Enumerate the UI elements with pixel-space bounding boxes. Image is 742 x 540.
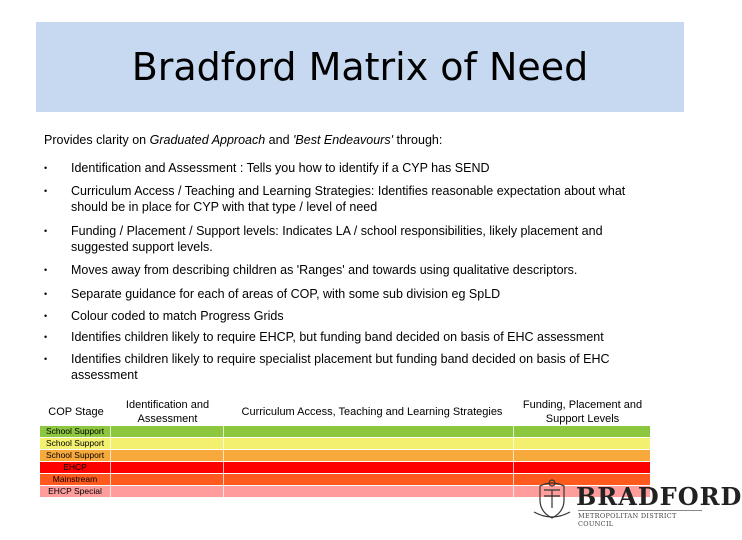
matrix-row xyxy=(40,450,650,461)
bullet-icon: • xyxy=(44,226,48,236)
matrix-row xyxy=(40,438,650,449)
bradford-logo xyxy=(532,478,742,528)
divider xyxy=(513,486,514,497)
intro-text xyxy=(44,132,684,148)
row-label: Mainstream xyxy=(52,474,98,484)
bullet-icon: • xyxy=(44,354,48,364)
bullet-icon: • xyxy=(44,186,48,196)
divider xyxy=(223,462,224,473)
divider xyxy=(110,450,111,461)
intro-suffix: through: xyxy=(393,133,443,147)
divider xyxy=(513,462,514,473)
divider xyxy=(223,474,224,485)
page-title: Bradford Matrix of Need xyxy=(131,45,589,89)
intro-italic-2: 'Best Endeavours' xyxy=(293,133,393,147)
divider xyxy=(110,462,111,473)
matrix-row xyxy=(40,462,650,473)
divider xyxy=(110,438,111,449)
logo-name: BRADFORD xyxy=(576,482,742,511)
row-label: School Support xyxy=(45,438,105,448)
divider xyxy=(110,474,111,485)
divider xyxy=(513,474,514,485)
row-fill xyxy=(40,426,650,437)
row-label: EHCP xyxy=(63,462,87,472)
row-fill xyxy=(40,450,650,461)
divider xyxy=(513,438,514,449)
bullet-icon: • xyxy=(44,332,48,342)
row-label: School Support xyxy=(45,426,105,436)
header-identification: Identification and Assessment xyxy=(125,399,210,425)
header-curriculum: Curriculum Access, Teaching and Learning Strategies xyxy=(241,406,503,418)
divider xyxy=(513,450,514,461)
row-fill xyxy=(40,462,650,473)
intro-middle: and xyxy=(265,133,294,147)
divider xyxy=(223,426,224,437)
intro-prefix: Provides clarity on xyxy=(44,133,150,147)
divider xyxy=(513,426,514,437)
intro-italic: Graduated Approach xyxy=(149,133,266,147)
divider xyxy=(110,426,111,437)
divider xyxy=(223,486,224,497)
bullet-icon: • xyxy=(44,163,48,173)
matrix-row xyxy=(40,426,650,437)
row-fill xyxy=(40,438,650,449)
logo-subtitle: METROPOLITAN DISTRICT COUNCIL xyxy=(578,510,702,528)
divider xyxy=(223,438,224,449)
bullet-icon: • xyxy=(44,311,48,321)
title-banner xyxy=(36,22,684,112)
divider xyxy=(223,450,224,461)
header-funding: Funding, Placement and Support Levels xyxy=(522,399,643,425)
bullet-icon: • xyxy=(44,265,48,275)
row-label: EHCP Special xyxy=(48,486,102,496)
row-label: School Support xyxy=(45,450,105,460)
header-cop-stage: COP Stage xyxy=(48,406,104,418)
divider xyxy=(110,486,111,497)
bullet-icon: • xyxy=(44,289,48,299)
